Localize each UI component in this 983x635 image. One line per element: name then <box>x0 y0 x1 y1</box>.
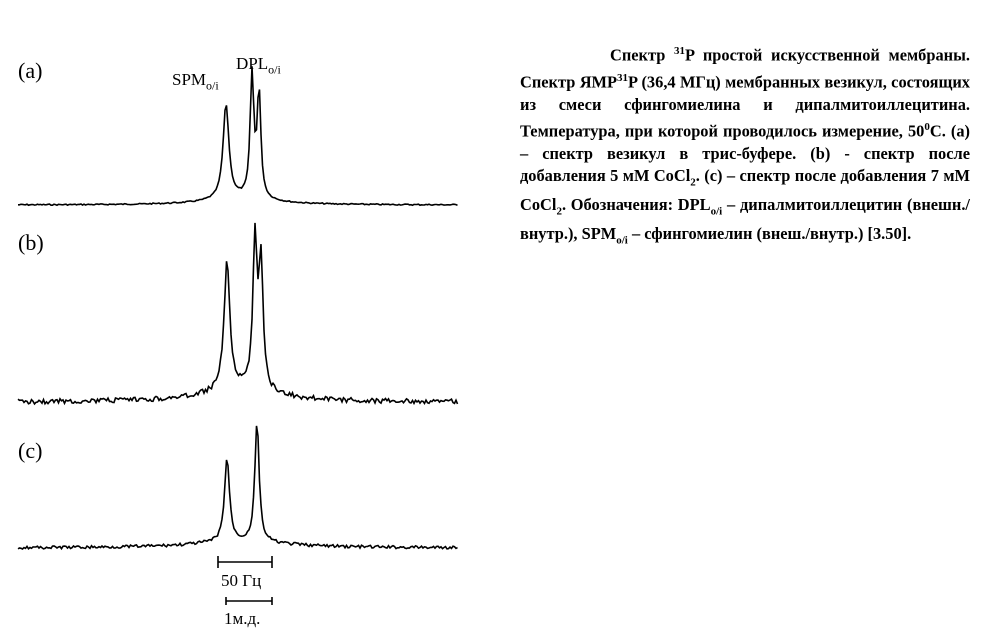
scale-bar-hz <box>218 556 272 568</box>
caption-text: Спектр $^{31}$P простой искусственной мембраны. Спектр ЯМР$^{31}$P (36,4 МГц) мембранных везикул, состоящих из смеси сфингомиелина и дипалмитоиллецитина. Температура, при которой проводилось измерение, $50^0C$. (a) – спектр везикул в трис-буфере. (b) - спектр после добавления 5 мМ CoCl$_2$. (c) – спектр после добавления 7 мМ CoCl$_2$. Обозначения: $DPL_{o/i}$ – дипалмитоиллецитин (внешн./внутр.), $SPM_{o/i}$ – сфингомиелин (внеш./внутр.) [3.50]. <box>520 45 970 247</box>
scale-label-hz: 50 Гц <box>221 571 262 590</box>
spectrum-trace-a <box>18 66 458 205</box>
panel-label-b: (b) <box>18 230 44 255</box>
spm-peak-label: $SPM_{o/i}$ <box>172 70 219 93</box>
scale-bar-ppm <box>226 597 272 605</box>
scale-label-ppm: 1м.д. <box>224 609 261 628</box>
dpl-peak-label: $DPL_{o/i}$ <box>236 54 281 77</box>
panel-label-c: (c) <box>18 438 43 463</box>
figure-caption <box>520 40 970 252</box>
spectrum-trace-b <box>18 223 458 404</box>
spectrum-trace-c <box>18 426 458 549</box>
panel-label-a: (a) <box>18 58 43 83</box>
